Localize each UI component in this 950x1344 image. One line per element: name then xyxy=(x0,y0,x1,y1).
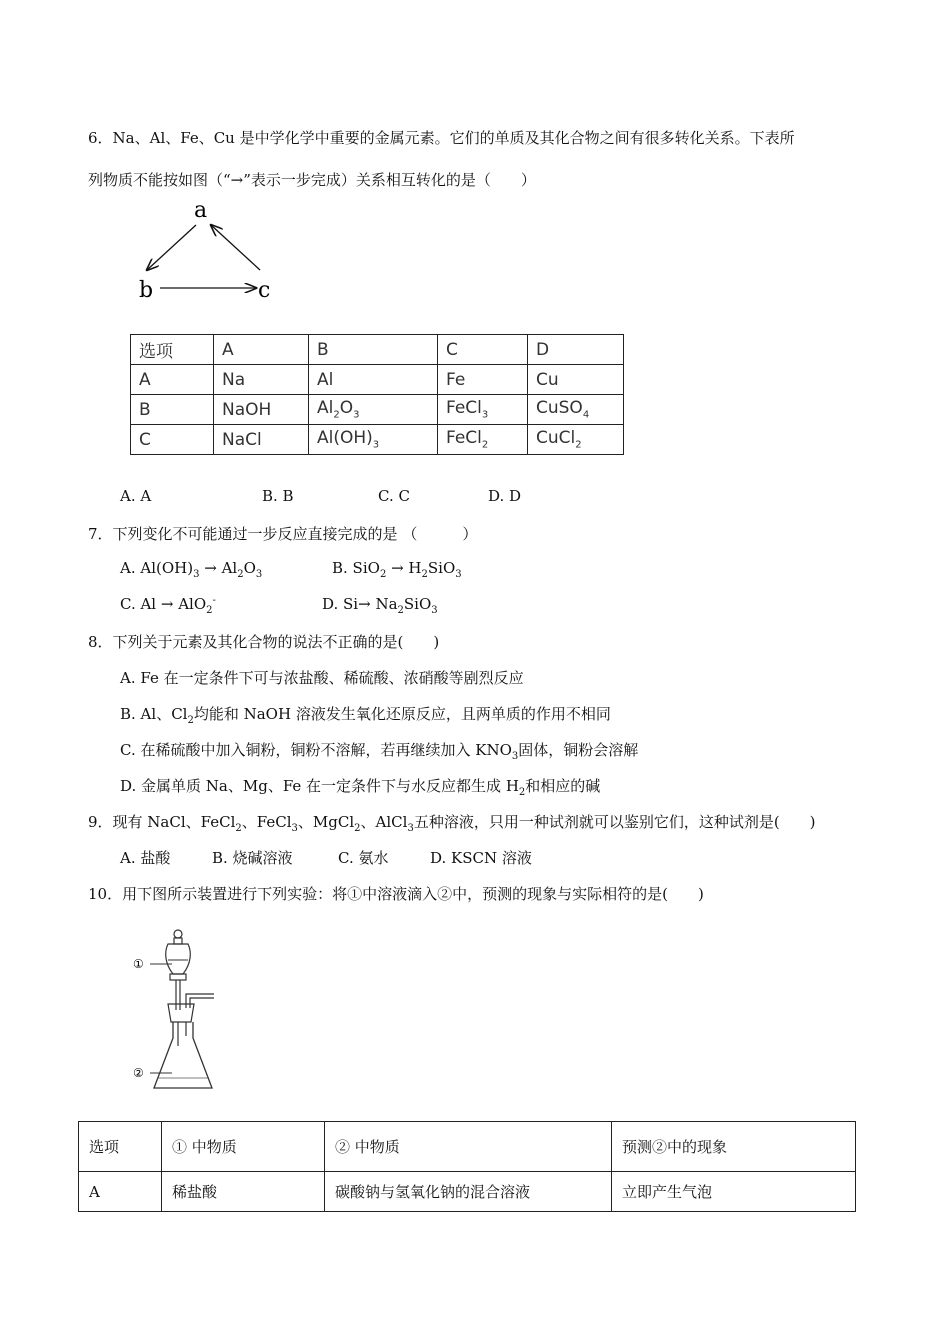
table-cell: A xyxy=(79,1172,162,1212)
table-header-cell: ① 中物质 xyxy=(162,1122,325,1172)
table-cell: CuCl$_2$ xyxy=(528,425,624,455)
table-cell: FeCl$_2$ xyxy=(438,425,528,455)
q7-option-a[interactable]: A. $Al(OH)_3 \to Al_2O_3$ xyxy=(120,559,263,580)
table-cell: Cu xyxy=(528,365,624,395)
table-cell: C xyxy=(131,425,214,455)
table-cell: 稀盐酸 xyxy=(162,1172,325,1212)
q9-option-b[interactable]: B. 烧碱溶液 xyxy=(212,849,293,867)
table-cell: FeCl$_3$ xyxy=(438,395,528,425)
q7-option-b[interactable]: B. $SiO_2 \to H_2SiO_3$ xyxy=(332,559,462,580)
apparatus-label-2: ② xyxy=(133,1066,144,1080)
table-header-cell: 选项 xyxy=(131,335,214,365)
q7-option-d[interactable]: D. $Si\to Na_2SiO_3$ xyxy=(322,595,438,616)
q9-option-d[interactable]: D. KSCN 溶液 xyxy=(430,849,532,867)
q10-stem: 10．用下图所示装置进行下列实验：将①中溶液滴入②中，预测的现象与实际相符的是( ) xyxy=(88,885,704,903)
table-cell: NaOH xyxy=(214,395,309,425)
table-row xyxy=(79,1172,856,1212)
diagram-label-c: c xyxy=(258,278,271,303)
q7-stem: 7．下列变化不可能通过一步反应直接完成的是 （ ） xyxy=(88,525,478,543)
diagram-label-b: b xyxy=(139,278,154,303)
table-cell: CuSO$_4$ xyxy=(528,395,624,425)
table-cell: 碳酸钠与氢氧化钠的混合溶液 xyxy=(325,1172,612,1212)
q6-stem-line2: 列物质不能按如图（“→”表示一步完成）关系相互转化的是（ ） xyxy=(88,171,536,189)
table-header-cell: 选项 xyxy=(79,1122,162,1172)
table-header-cell: C xyxy=(438,335,528,365)
table-cell: Na xyxy=(214,365,309,395)
apparatus-label-1: ① xyxy=(133,957,144,971)
table-row xyxy=(131,395,624,425)
table-cell: $Al(OH)_3$ xyxy=(309,425,438,455)
diagram-label-a: a xyxy=(194,198,208,223)
table-cell: A xyxy=(131,365,214,395)
table-cell: B xyxy=(131,395,214,425)
q7-option-c[interactable]: C. Al → AlO$_2$- xyxy=(120,595,216,616)
table-header-cell: ② 中物质 xyxy=(325,1122,612,1172)
q10-apparatus-diagram xyxy=(128,920,228,1100)
table-header-cell: B xyxy=(309,335,438,365)
q8-stem: 8．下列关于元素及其化合物的说法不正确的是( ) xyxy=(88,633,440,651)
table-header-cell: D xyxy=(528,335,624,365)
q6-option-b[interactable]: B. B xyxy=(262,487,294,505)
table-row xyxy=(131,365,624,395)
q8-option-c[interactable]: C. 在稀硫酸中加入铜粉，铜粉不溶解，若再继续加入 $KNO_3$固体，铜粉会溶解 xyxy=(120,741,639,762)
table-cell: 立即产生气泡 xyxy=(612,1172,856,1212)
q10-options-table xyxy=(78,1121,856,1212)
table-row xyxy=(131,425,624,455)
q6-stem-line1: 6．Na、Al、Fe、Cu 是中学化学中重要的金属元素。它们的单质及其化合物之间有很多转化关系。下表所 xyxy=(88,129,795,147)
arrow-a-to-b xyxy=(147,225,196,270)
q9-option-a[interactable]: A. 盐酸 xyxy=(120,849,171,867)
arrow-c-to-a xyxy=(211,225,260,270)
table-row xyxy=(131,335,624,365)
table-header-cell: A xyxy=(214,335,309,365)
table-row xyxy=(79,1122,856,1172)
q6-option-c[interactable]: C. C xyxy=(378,487,410,505)
q8-option-a[interactable]: A. Fe 在一定条件下可与浓盐酸、稀硫酸、浓硝酸等剧烈反应 xyxy=(120,669,524,687)
table-cell: $Al_2O_3$ xyxy=(309,395,438,425)
q8-option-b[interactable]: B. Al、$Cl_2$均能和 NaOH 溶液发生氧化还原反应，且两单质的作用不相同 xyxy=(120,705,611,726)
table-cell: Fe xyxy=(438,365,528,395)
q6-options-table xyxy=(130,334,624,455)
table-cell: Al xyxy=(309,365,438,395)
q6-option-a[interactable]: A. A xyxy=(120,487,152,505)
q8-option-d[interactable]: D. 金属单质 Na、Mg、Fe 在一定条件下与水反应都生成 $H_2$和相应的碱 xyxy=(120,777,601,798)
table-cell: NaCl xyxy=(214,425,309,455)
q9-option-c[interactable]: C. 氨水 xyxy=(338,849,389,867)
q6-option-d[interactable]: D. D xyxy=(488,487,522,505)
q6-conversion-diagram xyxy=(130,195,290,310)
table-header-cell: 预测②中的现象 xyxy=(612,1122,856,1172)
q9-stem: 9．现有 NaCl、FeCl$_2$、FeCl$_3$、MgCl$_2$、AlCl$_3$五种溶液，只用一种试剂就可以鉴别它们，这种试剂是( ) xyxy=(88,813,816,834)
